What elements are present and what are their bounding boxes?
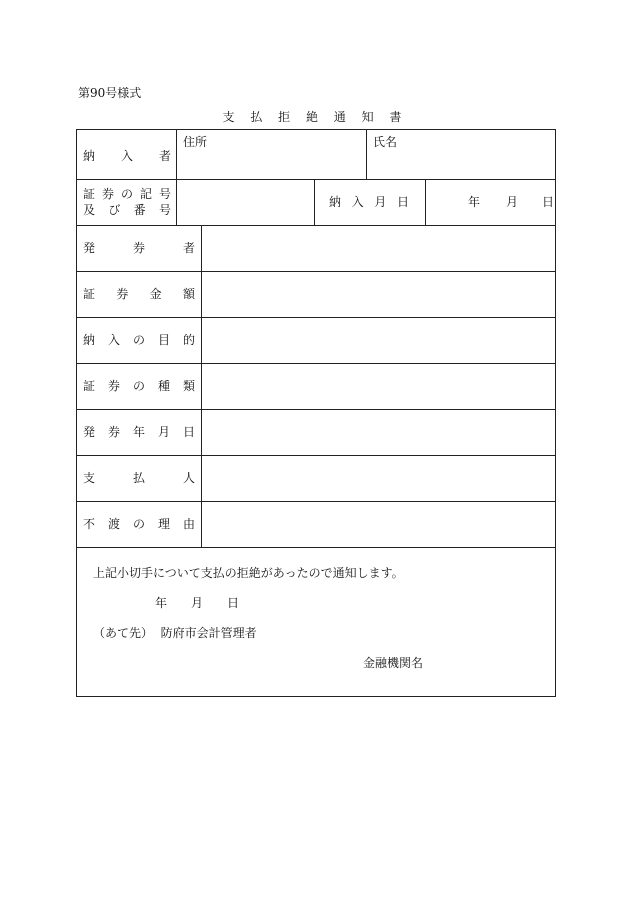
date-day: 日 bbox=[542, 195, 555, 209]
security-mark-label-line1: 証 券 の 記 号 bbox=[83, 187, 171, 201]
notice-day: 日 bbox=[227, 596, 240, 610]
payer-label: 納 入 者 bbox=[83, 149, 171, 163]
payment-date-label: 納 入 月 日 bbox=[329, 195, 409, 209]
kind-label: 証 券 の 種 類 bbox=[83, 379, 195, 393]
address-label: 住所 bbox=[183, 135, 208, 149]
issuer-label: 発 券 者 bbox=[83, 241, 195, 255]
drawee-label: 支 払 人 bbox=[83, 471, 195, 485]
security-mark-label-line2: 及 び 番 号 bbox=[83, 203, 171, 217]
name-label: 氏名 bbox=[373, 135, 398, 149]
date-month: 月 bbox=[506, 195, 519, 209]
notice-institution: 金融機関名 bbox=[363, 656, 424, 670]
notice-month: 月 bbox=[191, 596, 204, 610]
date-year: 年 bbox=[468, 195, 481, 209]
document-title: 支 払 拒 絶 通 知 書 bbox=[222, 110, 408, 124]
notice-year: 年 bbox=[155, 596, 168, 610]
notice-addressee: （あて先） 防府市会計管理者 bbox=[93, 626, 257, 640]
notice-text: 上記小切手について支払の拒絶があったので通知します。 bbox=[93, 566, 404, 580]
form-number: 第90号様式 bbox=[78, 86, 142, 100]
amount-label: 証 券 金 額 bbox=[83, 287, 195, 301]
issue-date-label: 発 券 年 月 日 bbox=[83, 425, 195, 439]
reason-label: 不 渡 の 理 由 bbox=[83, 517, 195, 531]
form-table bbox=[76, 129, 556, 697]
purpose-label: 納 入 の 目 的 bbox=[83, 333, 195, 347]
